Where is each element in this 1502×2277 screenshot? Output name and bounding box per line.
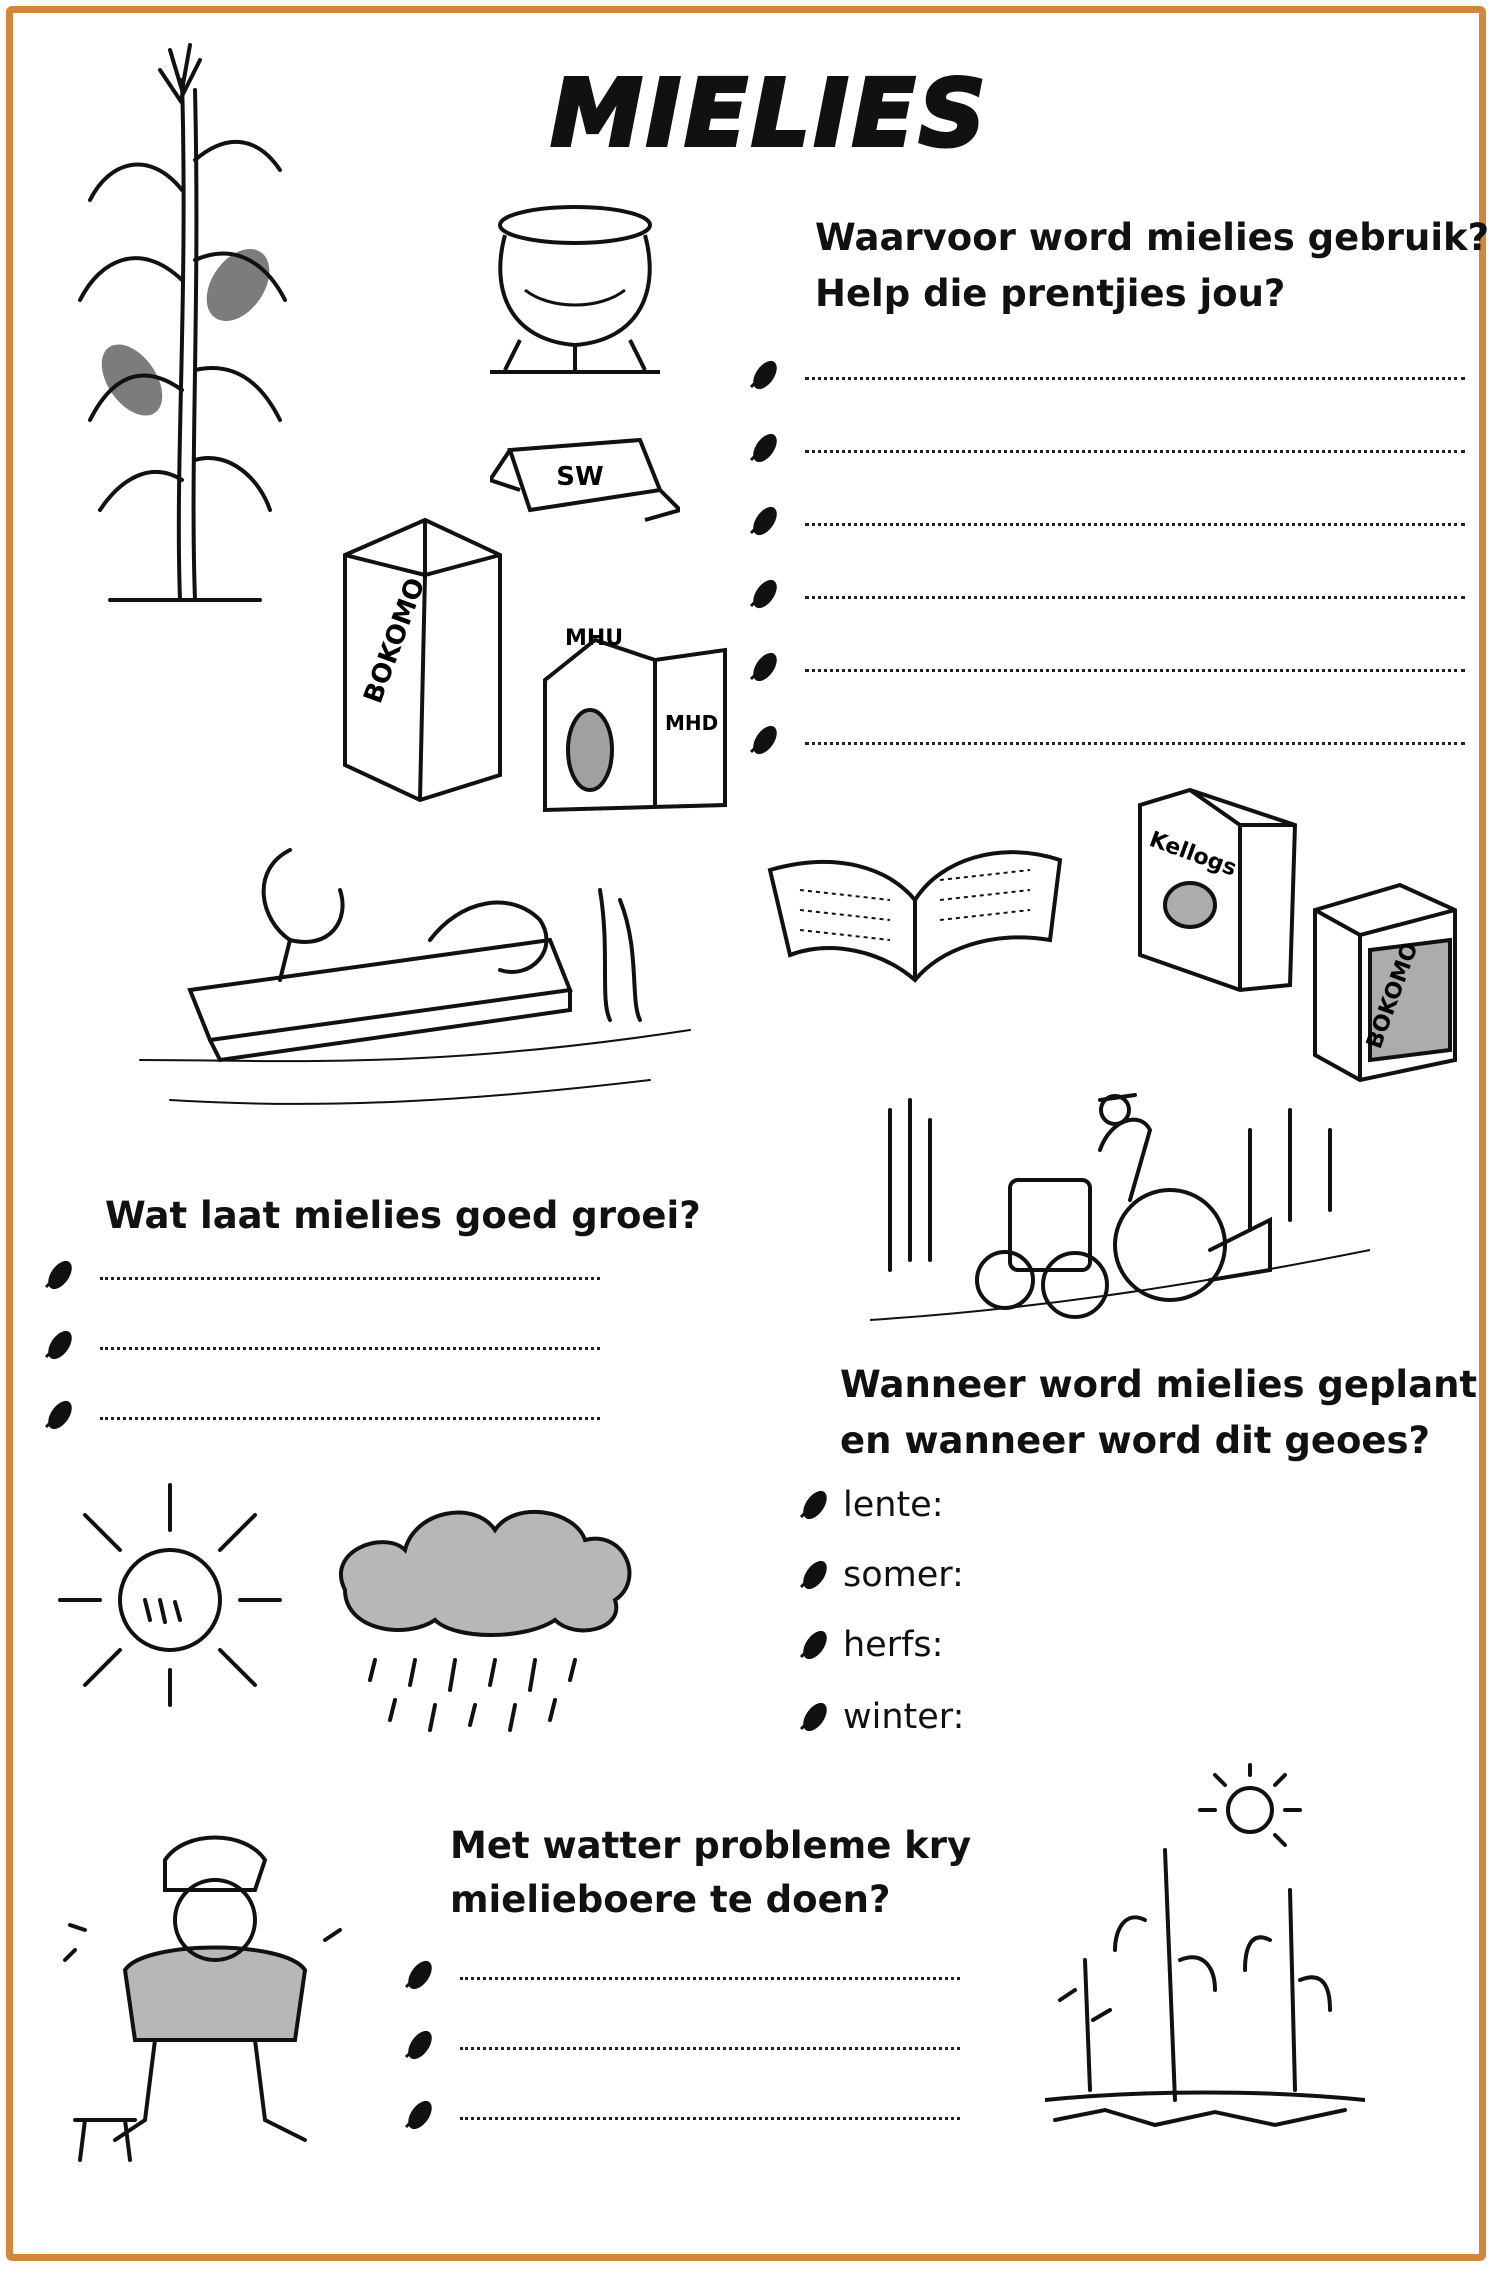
answer-line[interactable] bbox=[400, 2025, 970, 2065]
maize-cob-icon bbox=[745, 574, 785, 614]
question-uses-line2: Help die prentjies jou? bbox=[815, 272, 1286, 315]
cereal-box-bokomo-2-illustration bbox=[1310, 880, 1460, 1085]
season-item-spring[interactable] bbox=[795, 1485, 1395, 1525]
maize-cob-icon bbox=[400, 1955, 440, 1995]
season-item-summer[interactable] bbox=[795, 1555, 1395, 1595]
maize-cob-icon bbox=[745, 647, 785, 687]
sweet-wrapper-illustration bbox=[490, 420, 680, 530]
maize-cob-icon bbox=[795, 1625, 835, 1665]
maize-cob-icon bbox=[745, 355, 785, 395]
maize-cob-icon bbox=[795, 1555, 835, 1595]
season-label: herfs: bbox=[843, 1625, 944, 1665]
hut-text: MHU bbox=[565, 626, 624, 651]
sun-illustration bbox=[55, 1480, 285, 1710]
answer-line[interactable] bbox=[745, 574, 1465, 614]
cereal-box-bokomo-illustration bbox=[340, 515, 505, 805]
maize-cob-icon bbox=[745, 720, 785, 760]
season-item-winter[interactable] bbox=[795, 1697, 1395, 1737]
question-problems-line2: mielieboere te doen? bbox=[450, 1878, 891, 1921]
maize-cob-icon bbox=[400, 2095, 440, 2135]
answer-line[interactable] bbox=[40, 1325, 610, 1365]
maize-cob-icon bbox=[795, 1697, 835, 1737]
question-planting-line1: Wanneer word mielies geplant bbox=[840, 1363, 1478, 1406]
question-problems-line1: Met watter probleme kry bbox=[450, 1824, 972, 1867]
question-growth: Wat laat mielies goed groei? bbox=[105, 1194, 701, 1237]
worried-farmer-illustration bbox=[55, 1820, 345, 2170]
box4-text: BOKOMO bbox=[1362, 939, 1424, 1053]
chickens-feeding-illustration bbox=[130, 830, 730, 1140]
season-label: winter: bbox=[843, 1697, 965, 1737]
maize-meal-bag-illustration bbox=[535, 620, 735, 815]
cooking-pot-illustration bbox=[490, 200, 660, 375]
season-label: lente: bbox=[843, 1485, 944, 1525]
answer-line[interactable] bbox=[745, 428, 1465, 468]
answer-line[interactable] bbox=[745, 647, 1465, 687]
season-label: somer: bbox=[843, 1555, 964, 1595]
question-planting-line2: en wanneer word dit geoes? bbox=[840, 1419, 1430, 1462]
page-title bbox=[520, 50, 1020, 170]
farmer-tractor-illustration bbox=[870, 1070, 1370, 1340]
answer-line[interactable] bbox=[400, 1955, 970, 1995]
answer-line[interactable] bbox=[745, 355, 1465, 395]
box3-text: Kellogs bbox=[1145, 827, 1240, 882]
open-book-illustration bbox=[760, 830, 1075, 1000]
maize-cob-icon bbox=[40, 1325, 80, 1365]
answer-line[interactable] bbox=[745, 720, 1465, 760]
answer-line[interactable] bbox=[400, 2095, 970, 2135]
answer-line[interactable] bbox=[745, 501, 1465, 541]
maize-plant-illustration bbox=[70, 40, 290, 610]
maize-cob-icon bbox=[400, 2025, 440, 2065]
maize-cob-icon bbox=[40, 1395, 80, 1435]
cereal-box-kelloggs-illustration bbox=[1130, 785, 1300, 995]
box1-text: BOKOMO bbox=[358, 574, 432, 708]
rain-cloud-illustration bbox=[325, 1490, 645, 1740]
answer-line[interactable] bbox=[40, 1395, 610, 1435]
dry-field-maize-illustration bbox=[1045, 1760, 1365, 2140]
wrapper-text: SW bbox=[556, 462, 604, 492]
maize-cob-icon bbox=[40, 1255, 80, 1295]
maize-cob-icon bbox=[795, 1485, 835, 1525]
season-item-autumn[interactable] bbox=[795, 1625, 1395, 1665]
maize-cob-icon bbox=[745, 501, 785, 541]
question-uses-line1: Waarvoor word mielies gebruik? bbox=[815, 216, 1490, 259]
box2-text: MHD bbox=[665, 711, 719, 735]
page-title-text: MIELIES bbox=[550, 60, 990, 167]
maize-cob-icon bbox=[745, 428, 785, 468]
answer-line[interactable] bbox=[40, 1255, 610, 1295]
